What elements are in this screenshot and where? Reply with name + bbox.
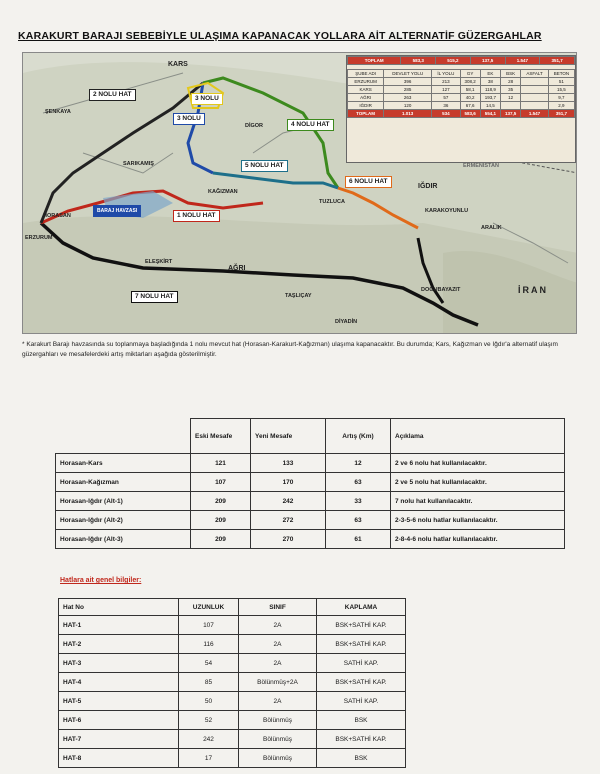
empty-corner: [56, 419, 191, 454]
table-row: [56, 492, 565, 511]
new-cell: 170: [251, 473, 326, 492]
inset-header-row: [348, 70, 575, 78]
route-label-6: 6 NOLU HAT: [345, 176, 392, 188]
hat-cell: HAT-3: [59, 654, 179, 673]
section-subtitle: Hatlara ait genel bilgiler:: [60, 577, 142, 584]
place-aralik: ARALIK: [481, 225, 502, 231]
inset-total-row: [348, 110, 575, 118]
table-row: [56, 473, 565, 492]
place-erzurum: ERZURUM: [25, 235, 53, 241]
inset-cell: [501, 102, 521, 110]
place-tuzluca: TUZLUCA: [319, 199, 345, 205]
route-cell: Horasan-Iğdır (Alt-3): [56, 530, 191, 549]
inset-cell: 534: [432, 110, 460, 118]
place-diyadin: DİYADİN: [335, 319, 358, 325]
place-digor: DİGOR: [245, 123, 264, 129]
length-cell: 17: [179, 749, 239, 768]
inc-cell: 61: [326, 530, 391, 549]
inset-cell: TOPLAM: [348, 110, 384, 118]
table-row: [59, 616, 406, 635]
inc-cell: 63: [326, 511, 391, 530]
inset-cell: ERZURUM: [348, 78, 384, 86]
inset-cell: 67,6: [460, 102, 480, 110]
hat-cell: HAT-7: [59, 730, 179, 749]
inset-cell: 35: [501, 86, 521, 94]
reservoir-label: BARAJ HAVZASI: [93, 205, 141, 217]
inset-cell: 351,7: [540, 57, 575, 65]
inc-cell: 63: [326, 473, 391, 492]
place-kagizman: KAĞIZMAN: [208, 189, 238, 195]
route-label-3-yellow: 3 NOLU: [191, 93, 223, 105]
pavement-cell: BSK+SATHİ KAP.: [317, 673, 406, 692]
old-cell: 209: [191, 492, 251, 511]
length-cell: 116: [179, 635, 239, 654]
length-cell: 107: [179, 616, 239, 635]
table-row: [56, 511, 565, 530]
inset-cell: 285: [384, 86, 432, 94]
inset-cell: 1.013: [384, 110, 432, 118]
table-row: [59, 749, 406, 768]
inset-cell: 58,1: [460, 86, 480, 94]
route-label-1: 1 NOLU HAT: [173, 210, 220, 222]
inset-cell: 118,9: [480, 86, 500, 94]
inset-cell: 1.547: [505, 57, 540, 65]
length-cell: 54: [179, 654, 239, 673]
desc-cell: 2-8-4-6 nolu hatlar kullanılacaktır.: [391, 530, 565, 549]
place-armenia: ERMENİSTAN: [463, 163, 499, 169]
length-cell: 242: [179, 730, 239, 749]
route-cell: Horasan-Iğdır (Alt-1): [56, 492, 191, 511]
inset-cell: 137,5: [501, 110, 521, 118]
inset-cell: 263: [384, 94, 432, 102]
inset-cell: 583,6: [460, 110, 480, 118]
inset-cell: [521, 94, 549, 102]
length-cell: 52: [179, 711, 239, 730]
inc-cell: 12: [326, 454, 391, 473]
class-cell: 2A: [239, 692, 317, 711]
desc-cell: 7 nolu hat kullanılacaktır.: [391, 492, 565, 511]
class-cell: Bölünmüş: [239, 749, 317, 768]
stats-inset-table: [346, 55, 576, 163]
inset-cell: 515,2: [436, 57, 471, 65]
pavement-cell: BSK+SATHİ KAP.: [317, 635, 406, 654]
table-row: [59, 730, 406, 749]
route-map: [22, 52, 577, 334]
distance-table: [55, 418, 565, 549]
table-row: [56, 454, 565, 473]
inset-cell: 2,9: [548, 102, 574, 110]
inset-top-row: [348, 57, 575, 65]
length-cell: 85: [179, 673, 239, 692]
inset-cell: 40,2: [460, 94, 480, 102]
inset-cell: 193,7: [480, 94, 500, 102]
old-cell: 209: [191, 530, 251, 549]
length-cell: 50: [179, 692, 239, 711]
pavement-cell: BSK+SATHİ KAP.: [317, 730, 406, 749]
inset-cell: [521, 86, 549, 94]
class-cell: 2A: [239, 616, 317, 635]
class-cell: Bölünmüş: [239, 711, 317, 730]
inset-cell: 28: [501, 78, 521, 86]
col-header-pavement: KAPLAMA: [317, 599, 406, 616]
inset-header: GY: [460, 70, 480, 78]
col-header-hat: Hat No: [59, 599, 179, 616]
place-karakoyunlu: KARAKOYUNLU: [425, 208, 469, 214]
place-dogubayazit: DOĞUBAYAZIT: [421, 287, 461, 293]
distance-table-header: [56, 419, 565, 454]
page-title: KARAKURT BARAJI SEBEBİYLE ULAŞIMA KAPANACAK YOLLARA AİT ALTERNATİF GÜZERGAHLAR: [18, 30, 542, 42]
inset-header: ASFALT: [521, 70, 549, 78]
hat-cell: HAT-8: [59, 749, 179, 768]
route-label-5: 5 NOLU HAT: [241, 160, 288, 172]
desc-cell: 2 ve 6 nolu hat kullanılacaktır.: [391, 454, 565, 473]
inset-cell: [521, 102, 549, 110]
inset-cell: 127: [432, 86, 460, 94]
table-row: [59, 635, 406, 654]
inset-row: [348, 78, 575, 86]
inset-cell: 583,3: [401, 57, 436, 65]
line-info-table: [58, 598, 406, 768]
inset-header: BSK: [501, 70, 521, 78]
place-horasan: HORASAN: [43, 213, 71, 219]
inset-cell: 1.547: [521, 110, 549, 118]
class-cell: Bölünmüş+2A: [239, 673, 317, 692]
inset-cell: 137,5: [470, 57, 505, 65]
class-cell: 2A: [239, 635, 317, 654]
inset-cell: 14,5: [480, 102, 500, 110]
pavement-cell: BSK+SATHİ KAP.: [317, 616, 406, 635]
pavement-cell: BSK: [317, 749, 406, 768]
inset-cell: 57: [432, 94, 460, 102]
route-label-3: 3 NOLU: [173, 113, 205, 125]
inset-cell: 12: [501, 94, 521, 102]
new-cell: 133: [251, 454, 326, 473]
col-header-increase: Artış (Km): [326, 419, 391, 454]
pavement-cell: BSK: [317, 711, 406, 730]
inset-cell: 351,7: [548, 110, 574, 118]
inset-cell: 213: [432, 78, 460, 86]
new-cell: 270: [251, 530, 326, 549]
table-row: [59, 654, 406, 673]
place-iran: İRAN: [518, 285, 548, 295]
inset-cell: 120: [384, 102, 432, 110]
col-header-desc: Açıklama: [391, 419, 565, 454]
inset-row: [348, 86, 575, 94]
desc-cell: 2 ve 5 nolu hat kullanılacaktır.: [391, 473, 565, 492]
inset-header: DEVLET YOLU: [384, 70, 432, 78]
old-cell: 121: [191, 454, 251, 473]
inc-cell: 33: [326, 492, 391, 511]
route-cell: Horasan-Iğdır (Alt-2): [56, 511, 191, 530]
inset-cell: [521, 78, 549, 86]
inset-cell: 51: [548, 78, 574, 86]
line-table-header: [59, 599, 406, 616]
place-sarikamis: SARIKAMIŞ: [123, 161, 154, 167]
place-agri: AĞRI: [228, 265, 246, 272]
inset-cell: 15,5: [548, 86, 574, 94]
inset-cell: 308,2: [460, 78, 480, 86]
place-kars: KARS: [168, 61, 188, 68]
hat-cell: HAT-5: [59, 692, 179, 711]
new-cell: 272: [251, 511, 326, 530]
old-cell: 209: [191, 511, 251, 530]
inset-header: EK: [480, 70, 500, 78]
inset-row: [348, 94, 575, 102]
note-paragraph: * Karakurt Barajı havzasında su toplanmaya başladığında 1 nolu mevcut hat (Horasan-Karakurt-Kağızman) ulaşıma kapanacaktır. Bu durumda; Kars, Kağızman ve Iğdır'a alternatif ulaşım güzergahları ve mesafelerdeki artış miktarları aşağıda gösterilmiştir.: [22, 341, 558, 358]
table-row: [56, 530, 565, 549]
place-taslicay: TAŞLIÇAY: [285, 293, 312, 299]
route-label-2: 2 NOLU HAT: [89, 89, 136, 101]
class-cell: Bölünmüş: [239, 730, 317, 749]
inset-cell: 36: [432, 102, 460, 110]
col-header-new: Yeni Mesafe: [251, 419, 326, 454]
col-header-length: UZUNLUK: [179, 599, 239, 616]
inset-header: BETON: [548, 70, 574, 78]
inset-header: İL YOLU: [432, 70, 460, 78]
hat-cell: HAT-2: [59, 635, 179, 654]
table-row: [59, 692, 406, 711]
inset-header: ŞUBE ADI: [348, 70, 384, 78]
route-label-7: 7 NOLU HAT: [131, 291, 178, 303]
inset-cell: IĞDIR: [348, 102, 384, 110]
inset-cell: 396: [384, 78, 432, 86]
place-eleskirt: ELEŞKİRT: [145, 259, 173, 265]
inset-cell: KARS: [348, 86, 384, 94]
place-igdir: IĞDIR: [418, 183, 438, 190]
hat-cell: HAT-4: [59, 673, 179, 692]
pavement-cell: SATHİ KAP.: [317, 654, 406, 673]
class-cell: 2A: [239, 654, 317, 673]
inset-cell: AĞRI: [348, 94, 384, 102]
inset-cell: 554,1: [480, 110, 500, 118]
route-label-4: 4 NOLU HAT: [287, 119, 334, 131]
hat-cell: HAT-1: [59, 616, 179, 635]
place-senkaya: ŞENKAYA: [45, 109, 71, 115]
old-cell: 107: [191, 473, 251, 492]
inset-cell: 38: [480, 78, 500, 86]
inset-cell: 9,7: [548, 94, 574, 102]
route-cell: Horasan-Kağızman: [56, 473, 191, 492]
pavement-cell: SATHİ KAP.: [317, 692, 406, 711]
col-header-old: Eski Mesafe: [191, 419, 251, 454]
table-row: [59, 673, 406, 692]
route-cell: Horasan-Kars: [56, 454, 191, 473]
hat-cell: HAT-6: [59, 711, 179, 730]
inset-row: [348, 102, 575, 110]
desc-cell: 2-3-5-6 nolu hatlar kullanılacaktır.: [391, 511, 565, 530]
new-cell: 242: [251, 492, 326, 511]
table-row: [59, 711, 406, 730]
col-header-class: SINIF: [239, 599, 317, 616]
inset-cell: TOPLAM: [348, 57, 401, 65]
